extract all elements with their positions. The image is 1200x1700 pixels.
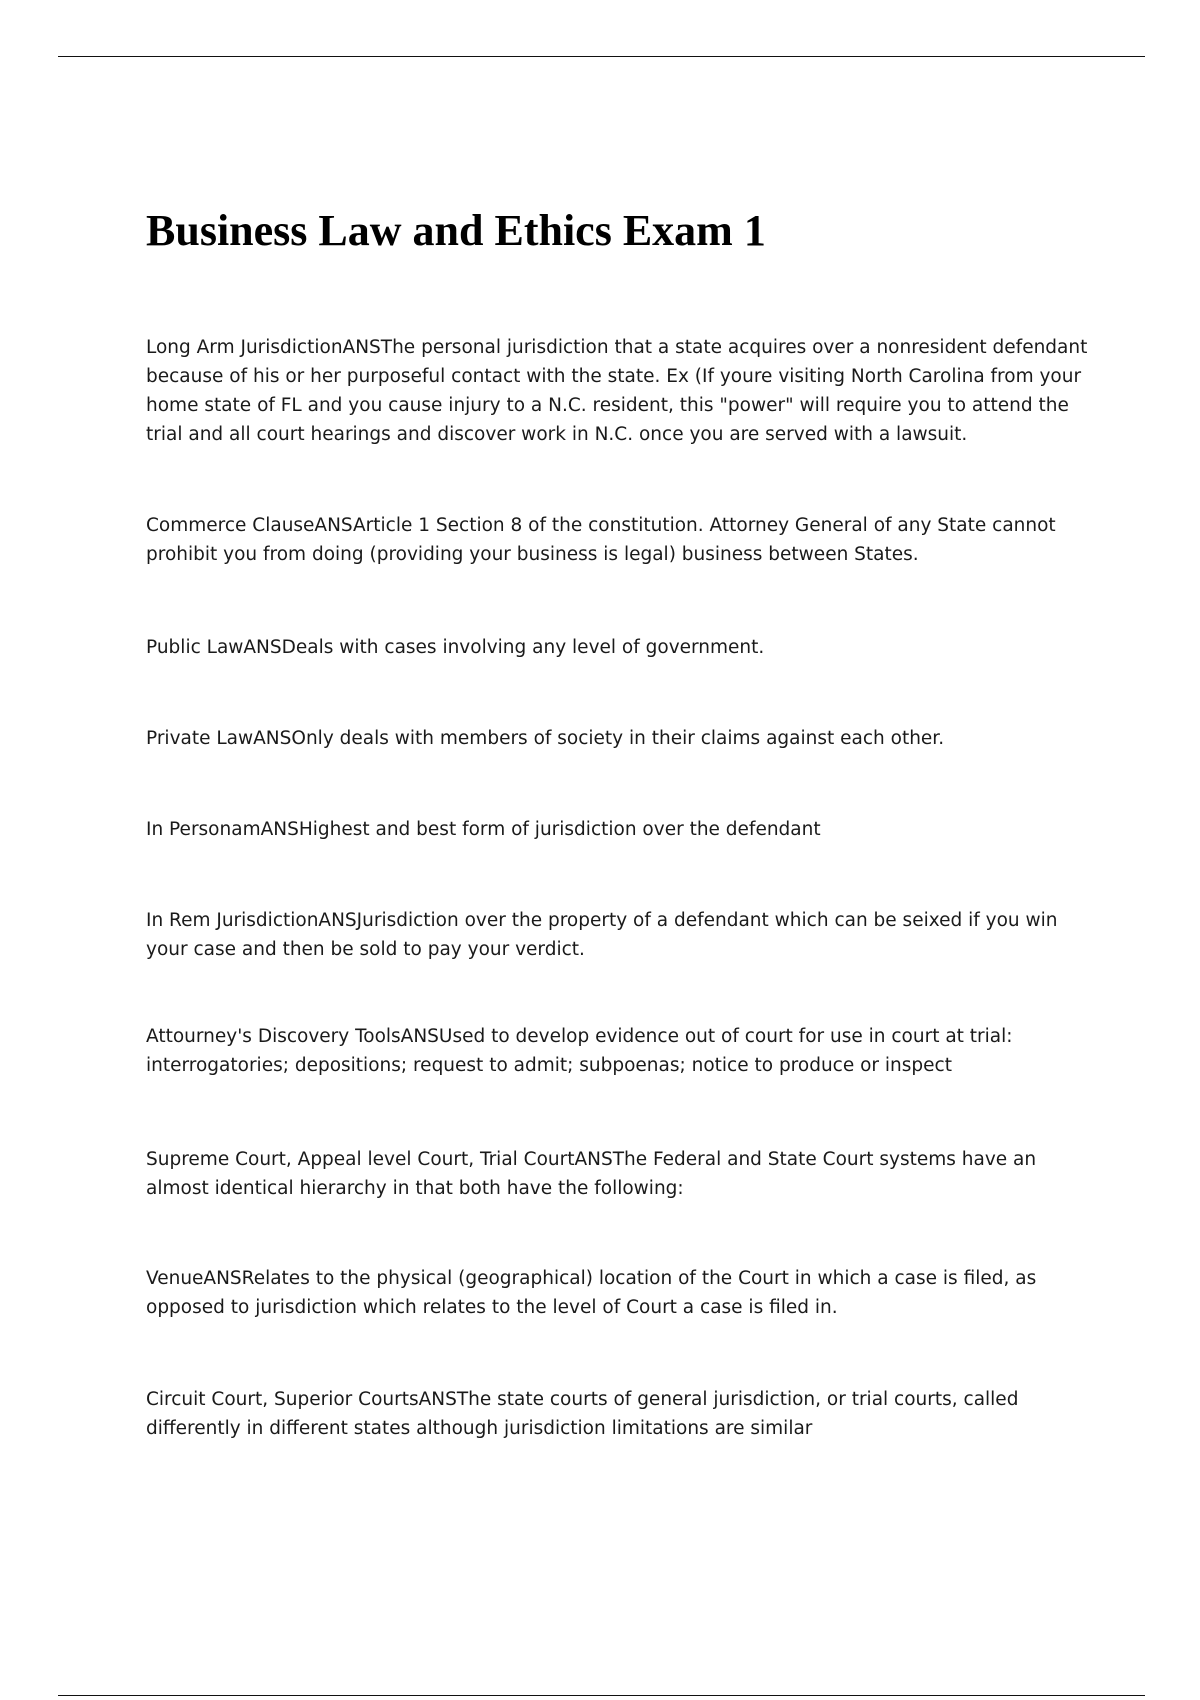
bottom-rule xyxy=(58,1695,1145,1696)
top-rule xyxy=(58,56,1145,57)
entry-private-law: Private LawANSOnly deals with members of society in their claims against each other. xyxy=(146,728,945,749)
entry-commerce-clause: Commerce ClauseANSArticle 1 Section 8 of the constitution. Attorney General of any State cannot prohibit you from doing (providing your business is legal) business between States. xyxy=(146,515,1056,565)
entry-discovery-tools: Attourney's Discovery ToolsANSUsed to develop evidence out of court for use in court at trial: interrogatories; depositions; request to admit; subpoenas; notice to produce or inspect xyxy=(146,1026,1013,1076)
entry-public-law: Public LawANSDeals with cases involving any level of government. xyxy=(146,637,765,658)
entry-in-personam: In PersonamANSHighest and best form of jurisdiction over the defendant xyxy=(146,819,821,840)
entry-long-arm-jurisdiction: Long Arm JurisdictionANSThe personal jurisdiction that a state acquires over a nonresident defendant because of his or her purposeful contact with the state. Ex (If youre visiting North Carolina from your home state of FL and you cause injury to a N.C. resident, this "power" will require you to attend the trial and all court hearings and discover work in N.C. once you are served with a lawsuit. xyxy=(146,337,1088,445)
entry-circuit-superior-courts: Circuit Court, Superior CourtsANSThe state courts of general jurisdiction, or trial courts, called differently in different states although jurisdiction limitations are similar xyxy=(146,1389,1019,1439)
document-title: Business Law and Ethics Exam 1 xyxy=(146,206,766,255)
entry-in-rem-jurisdiction: In Rem JurisdictionANSJurisdiction over the property of a defendant which can be seixed if you win your case and then be sold to pay your verdict. xyxy=(146,910,1058,960)
entry-court-hierarchy: Supreme Court, Appeal level Court, Trial CourtANSThe Federal and State Court systems have an almost identical hierarchy in that both have the following: xyxy=(146,1149,1037,1199)
entry-venue: VenueANSRelates to the physical (geographical) location of the Court in which a case is filed, as opposed to jurisdiction which relates to the level of Court a case is filed in. xyxy=(146,1268,1037,1318)
